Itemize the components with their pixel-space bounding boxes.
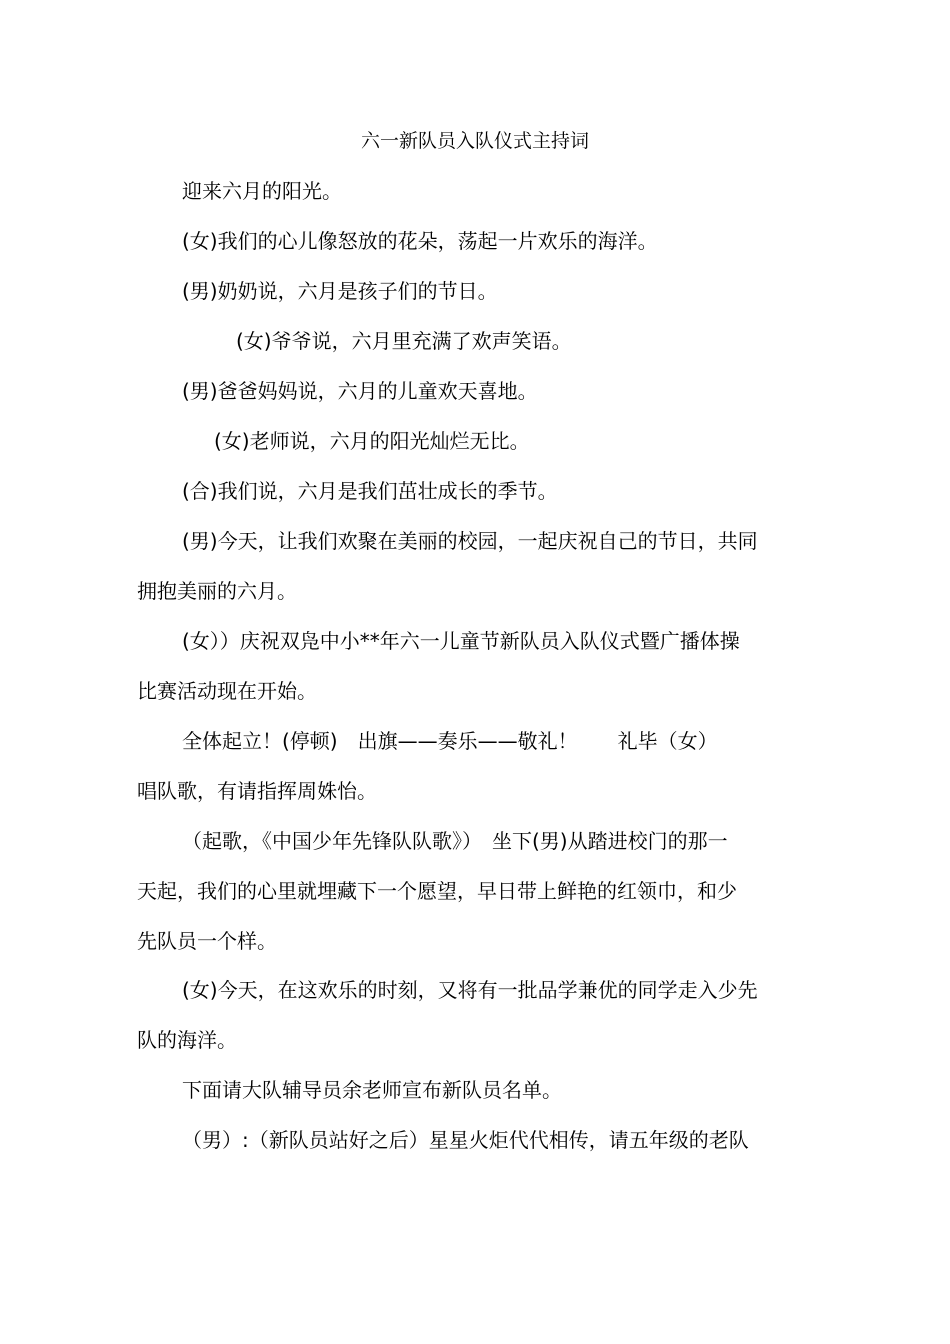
text-line-10: (女））庆祝双凫中小**年六一儿童节新队员入队仪式暨广播体操 <box>182 629 740 653</box>
text-line-9: 拥抱美丽的六月。 <box>137 579 297 603</box>
text-line-2: (女)我们的心儿像怒放的花朵，荡起一片欢乐的海洋。 <box>182 229 658 253</box>
text-line-19: 下面请大队辅导员余老师宣布新队员名单。 <box>182 1078 562 1102</box>
document-title: 六一新队员入队仪式主持词 <box>360 130 589 152</box>
text-line-4: (女)爷爷说，六月里充满了欢声笑语。 <box>236 329 572 353</box>
text-line-8: (男)今天，让我们欢聚在美丽的校园，一起庆祝自己的节日，共同 <box>182 529 758 553</box>
text-line-16: 先队员一个样。 <box>137 929 277 953</box>
text-line-14: （起歌，《中国少年先锋队队歌》） 坐下(男)从踏进校门的那一 <box>182 829 728 853</box>
text-line-3: (男)奶奶说，六月是孩子们的节日。 <box>182 279 498 303</box>
text-line-18: 队的海洋。 <box>137 1028 237 1052</box>
text-line-15: 天起，我们的心里就埋藏下一个愿望，早日带上鲜艳的红领巾，和少 <box>137 879 737 903</box>
text-line-12: 全体起立！(停顿) 出旗——奏乐——敬礼！ 礼毕（女） <box>182 729 718 753</box>
text-line-17: (女)今天，在这欢乐的时刻，又将有一批品学兼优的同学走入少先 <box>182 978 758 1002</box>
text-line-20: （男）:（新队员站好之后）星星火炬代代相传，请五年级的老队 <box>182 1128 749 1152</box>
text-line-6: (女)老师说，六月的阳光灿烂无比。 <box>214 429 530 453</box>
text-line-13: 唱队歌，有请指挥周姝怡。 <box>137 779 377 803</box>
text-line-11: 比赛活动现在开始。 <box>137 679 317 703</box>
text-line-7: (合)我们说，六月是我们茁壮成长的季节。 <box>182 479 558 503</box>
text-line-1: 迎来六月的阳光。 <box>182 179 342 203</box>
text-line-5: (男)爸爸妈妈说，六月的儿童欢天喜地。 <box>182 379 538 403</box>
